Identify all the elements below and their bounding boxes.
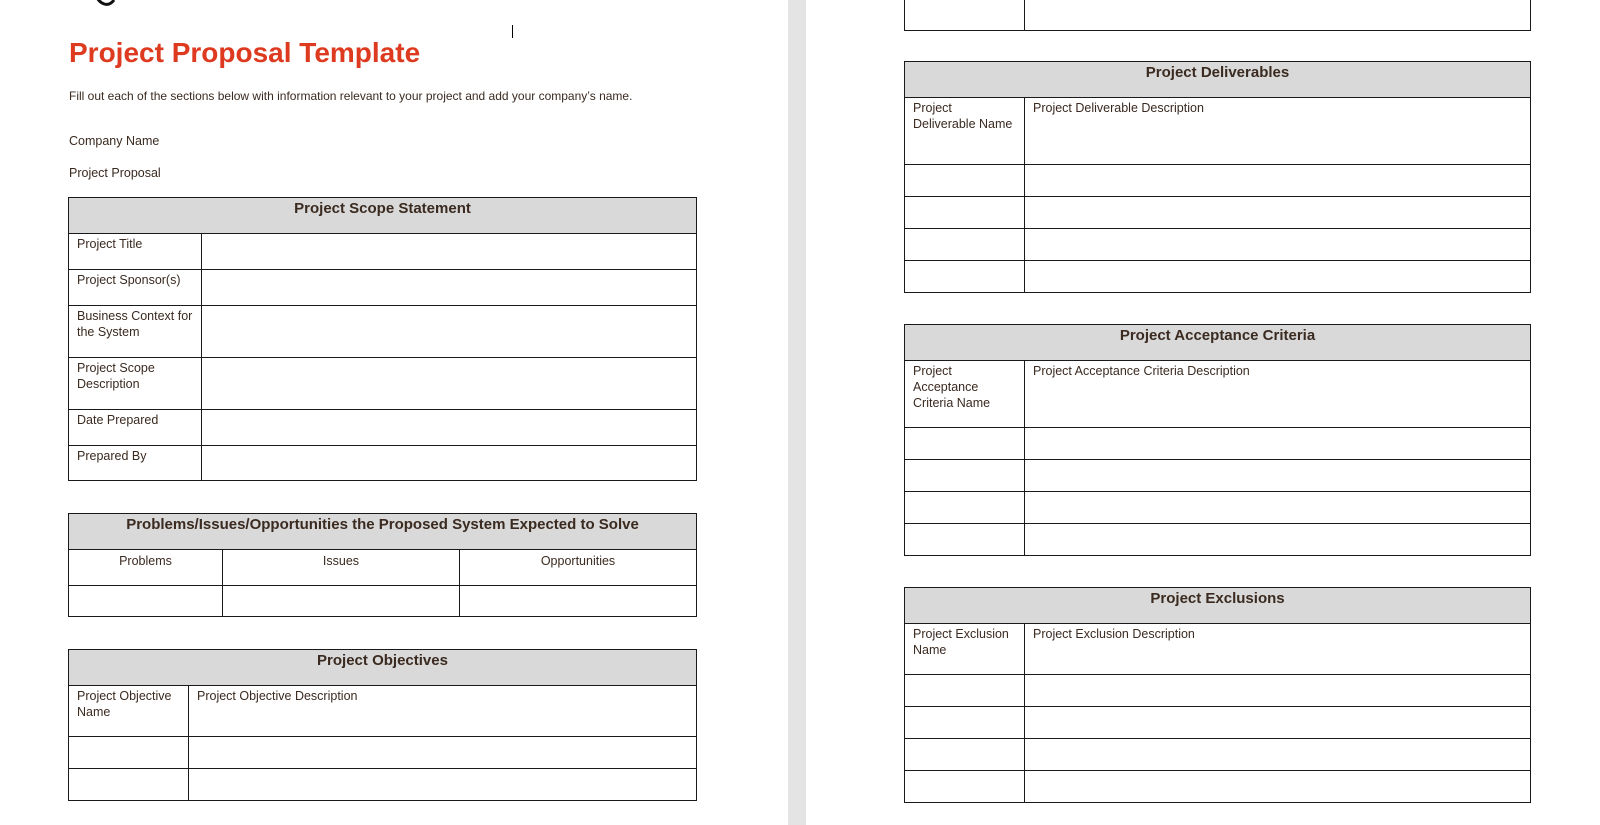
page-gutter — [788, 0, 806, 825]
objectives-table — [68, 649, 697, 801]
table-cell[interactable] — [1025, 165, 1531, 197]
table-cell[interactable] — [189, 769, 697, 801]
acceptance-name-header: Project Acceptance Criteria Name — [905, 361, 1025, 428]
deliverable-description-header: Project Deliverable Description — [1025, 98, 1531, 165]
acceptance-table-header: Project Acceptance Criteria — [905, 325, 1531, 361]
exclusion-description-header: Project Exclusion Description — [1025, 624, 1531, 675]
intro-paragraph: Fill out each of the sections below with information relevant to your project and add your company’s name. — [69, 89, 633, 103]
opportunities-column-header: Opportunities — [460, 550, 697, 586]
exclusions-table-header: Project Exclusions — [905, 588, 1531, 624]
table-cell[interactable] — [905, 460, 1025, 492]
issues-column-header: Issues — [223, 550, 460, 586]
scope-row-label: Prepared By — [69, 446, 202, 481]
business-context-cell[interactable] — [202, 306, 697, 358]
scope-row-label: Project Title — [69, 234, 202, 270]
deliverables-table — [904, 61, 1531, 293]
table-cell[interactable] — [1025, 492, 1531, 524]
project-proposal-label[interactable]: Project Proposal — [69, 166, 161, 180]
table-cell[interactable] — [1025, 707, 1531, 739]
issues-cell[interactable] — [223, 586, 460, 617]
table-cell[interactable] — [1025, 675, 1531, 707]
scope-row-label: Business Context for the System — [69, 306, 202, 358]
company-name-label[interactable]: Company Name — [69, 134, 160, 148]
acceptance-description-header: Project Acceptance Criteria Description — [1025, 361, 1531, 428]
table-cell[interactable] — [1025, 261, 1531, 293]
problems-cell[interactable] — [69, 586, 223, 617]
table-cell[interactable] — [905, 675, 1025, 707]
table-cell[interactable] — [1025, 428, 1531, 460]
text-cursor — [512, 25, 513, 38]
problems-column-header: Problems — [69, 550, 223, 586]
table-cell[interactable] — [69, 737, 189, 769]
project-sponsors-cell[interactable] — [202, 270, 697, 306]
table-cell[interactable] — [905, 739, 1025, 771]
exclusion-name-header: Project Exclusion Name — [905, 624, 1025, 675]
objective-name-header: Project Objective Name — [69, 686, 189, 737]
date-prepared-cell[interactable] — [202, 410, 697, 446]
scope-row-label: Project Scope Description — [69, 358, 202, 410]
table-cell[interactable] — [1025, 197, 1531, 229]
document-page-left — [0, 0, 788, 825]
problems-table-header: Problems/Issues/Opportunities the Proposed System Expected to Solve — [69, 514, 697, 550]
table-cell[interactable] — [905, 771, 1025, 803]
table-cell[interactable] — [1025, 460, 1531, 492]
exclusions-table — [904, 587, 1531, 803]
table-cell[interactable] — [1025, 229, 1531, 261]
table-cell[interactable] — [905, 0, 1025, 31]
table-cell[interactable] — [905, 524, 1025, 556]
deliverable-name-header: Project Deliverable Name — [905, 98, 1025, 165]
table-cell[interactable] — [905, 707, 1025, 739]
table-cell[interactable] — [905, 197, 1025, 229]
table-cell[interactable] — [189, 737, 697, 769]
document-title: Project Proposal Template — [69, 37, 421, 68]
prepared-by-cell[interactable] — [202, 446, 697, 481]
table-cell[interactable] — [905, 428, 1025, 460]
acceptance-criteria-table — [904, 324, 1531, 556]
table-cell[interactable] — [1025, 771, 1531, 803]
scope-row-label: Date Prepared — [69, 410, 202, 446]
table-cell[interactable] — [1025, 739, 1531, 771]
previous-table-tail — [904, 0, 1531, 31]
opportunities-cell[interactable] — [460, 586, 697, 617]
scope-table-header: Project Scope Statement — [69, 198, 697, 234]
table-cell[interactable] — [1025, 0, 1531, 31]
scope-row-label: Project Sponsor(s) — [69, 270, 202, 306]
table-cell[interactable] — [905, 261, 1025, 293]
company-logo-icon — [92, 0, 122, 14]
objective-description-header: Project Objective Description — [189, 686, 697, 737]
project-title-cell[interactable] — [202, 234, 697, 270]
table-cell[interactable] — [1025, 524, 1531, 556]
objectives-table-header: Project Objectives — [69, 650, 697, 686]
scope-description-cell[interactable] — [202, 358, 697, 410]
table-cell[interactable] — [69, 769, 189, 801]
table-cell[interactable] — [905, 492, 1025, 524]
scope-statement-table — [68, 197, 697, 481]
table-cell[interactable] — [905, 165, 1025, 197]
problems-issues-table — [68, 513, 697, 617]
deliverables-table-header: Project Deliverables — [905, 62, 1531, 98]
document-page-right — [806, 0, 1600, 825]
table-cell[interactable] — [905, 229, 1025, 261]
